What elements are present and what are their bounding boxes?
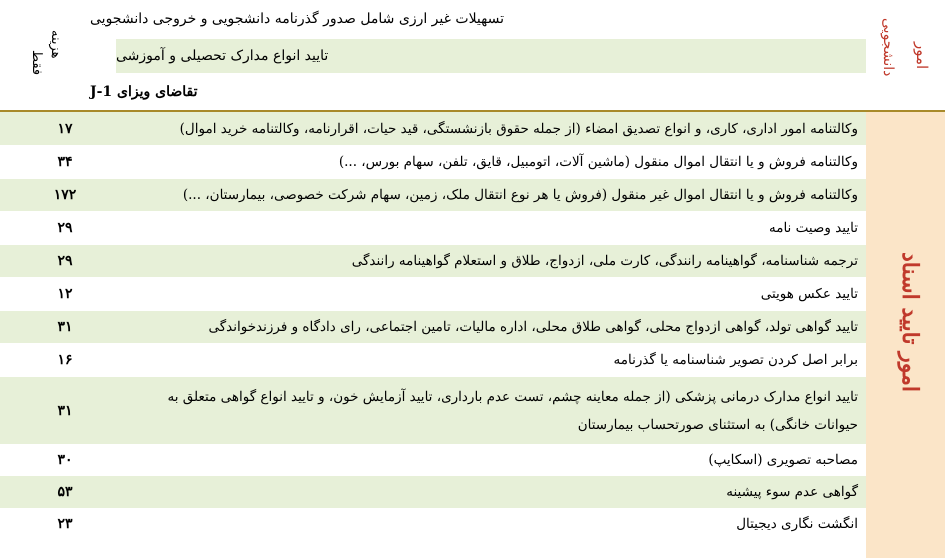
table-row bbox=[0, 311, 866, 344]
table-row bbox=[0, 445, 866, 476]
table-row bbox=[0, 476, 866, 509]
side-label-line2: دانشجویی bbox=[880, 18, 896, 77]
header-row-3-text: تقاضای ویزای J-1 bbox=[90, 84, 198, 100]
service-fee: ۲۹ bbox=[57, 220, 73, 236]
table-row bbox=[0, 112, 866, 146]
service-name: تایید گواهی تولد، گواهی ازدواج محلی، گواهی طلاق محلی، اداره مالیات، تامین اجتماعی، رای دادگاه و فرزندخواندگی bbox=[208, 319, 858, 335]
service-fee: ۱۷ bbox=[57, 120, 73, 137]
table-row bbox=[0, 377, 866, 445]
header-row-1 bbox=[90, 2, 866, 36]
service-rows bbox=[0, 112, 866, 540]
side-label-line1: امور bbox=[913, 42, 931, 70]
section-side-label bbox=[866, 112, 945, 558]
service-fee: ۱۲ bbox=[57, 286, 73, 302]
cost-column-label-line2: فقط bbox=[29, 50, 44, 76]
service-fee: ۲۳ bbox=[57, 516, 73, 532]
service-name: وکالتنامه فروش و یا انتقال اموال غیر منقول (فروش یا هر نوع انتقال ملک، زمین، سهام شرکت خصوصی، بیمارستان، ...) bbox=[182, 187, 858, 203]
service-name: تایید انواع مدارک درمانی پزشکی (از جمله معاینه چشم، تست عدم بارداری، تایید آزمایش خون، و تایید انواع گواهی متعلق به حیوانات خانگی) به استثنای صورتحساب بیمارستان bbox=[167, 389, 858, 433]
service-fee: ۵۳ bbox=[57, 484, 73, 500]
service-name: گواهی عدم سوء پیشینه bbox=[726, 484, 858, 500]
table-row bbox=[0, 245, 866, 278]
service-name: تایید وصیت نامه bbox=[768, 220, 858, 236]
service-name: تایید عکس هویتی bbox=[760, 286, 858, 302]
header-section bbox=[0, 0, 945, 111]
header-row-2 bbox=[116, 39, 866, 73]
service-fee: ۳۱ bbox=[57, 402, 73, 419]
cost-column-label bbox=[22, 26, 72, 96]
table-row bbox=[0, 146, 866, 179]
table-row bbox=[0, 179, 866, 212]
service-fee: ۳۱ bbox=[57, 319, 73, 335]
table-row bbox=[0, 509, 866, 540]
table-row bbox=[0, 344, 866, 377]
header-row-1-text: تسهیلات غیر ارزی شامل صدور گذرنامه دانشجویی و خروجی دانشجویی bbox=[90, 11, 504, 27]
service-fee: ۳۴ bbox=[57, 154, 73, 170]
service-fee: ۲۹ bbox=[57, 253, 73, 269]
cost-column-label-line1: هزینه bbox=[48, 30, 63, 59]
service-fee: ۳۰ bbox=[57, 452, 73, 468]
section-side-label-text: امور تایید اسناد bbox=[897, 252, 923, 393]
service-fee: ۱۶ bbox=[57, 352, 73, 368]
service-fee: ۱۷۲ bbox=[53, 187, 77, 203]
service-name: ترجمه شناسنامه، گواهینامه رانندگی، کارت ملی، ازدواج، طلاق و استعلام گواهینامه رانندگی bbox=[351, 253, 858, 269]
student-affairs-side-label bbox=[866, 0, 945, 111]
document-services-table bbox=[0, 112, 945, 558]
table-row bbox=[0, 278, 866, 311]
service-name: مصاحبه تصویری (اسکایپ) bbox=[708, 452, 858, 468]
service-name: برابر اصل کردن تصویر شناسنامه یا گذرنامه bbox=[613, 352, 858, 368]
service-name: وکالتنامه فروش و یا انتقال اموال منقول (ماشین آلات، اتومبیل، قایق، تلفن، سهام بورس، ...) bbox=[338, 154, 858, 170]
service-name: انگشت نگاری دیجیتال bbox=[736, 516, 858, 532]
header-row-3 bbox=[90, 75, 866, 109]
service-name: وکالتنامه امور اداری، کاری، و انواع تصدیق امضاء (از جمله حقوق بازنشستگی، قید حیات، اقرارنامه، وکالتنامه خرید اموال) bbox=[179, 120, 858, 137]
header-row-2-text: تایید انواع مدارک تحصیلی و آموزشی bbox=[116, 48, 329, 64]
table-row bbox=[0, 212, 866, 245]
